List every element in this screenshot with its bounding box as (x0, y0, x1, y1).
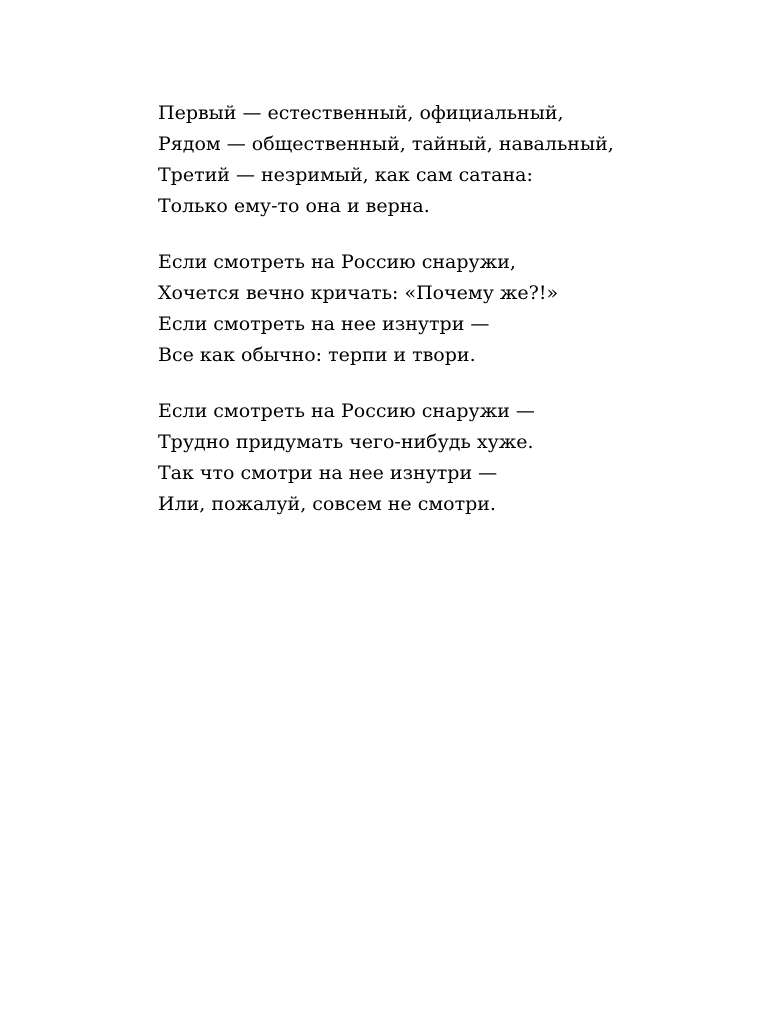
poem-line: Если смотреть на нее изнутри — (158, 313, 490, 335)
poem-line: Или, пожалуй, совсем не смотри. (158, 493, 496, 515)
poem-line: Все как обычно: терпи и твори. (158, 344, 476, 366)
stanza-3 (158, 396, 718, 520)
poem-line: Только ему-то она и верна. (158, 195, 430, 217)
poem-line: Первый — естественный, официальный, (158, 102, 564, 124)
poem-line: Если смотреть на Россию снаружи, (158, 251, 516, 273)
poem-line: Рядом — общественный, тайный, навальный, (158, 133, 614, 155)
poem (158, 98, 718, 520)
poem-line: Так что смотри на нее изнутри — (158, 462, 498, 484)
stanza-2 (158, 247, 718, 371)
poem-line: Третий — незримый, как сам сатана: (158, 164, 533, 186)
poem-line: Трудно придумать чего-нибудь хуже. (158, 431, 534, 453)
stanza-1 (158, 98, 718, 222)
poem-line: Хочется вечно кричать: «Почему же?!» (158, 282, 559, 304)
poem-line: Если смотреть на Россию снаружи — (158, 400, 535, 422)
